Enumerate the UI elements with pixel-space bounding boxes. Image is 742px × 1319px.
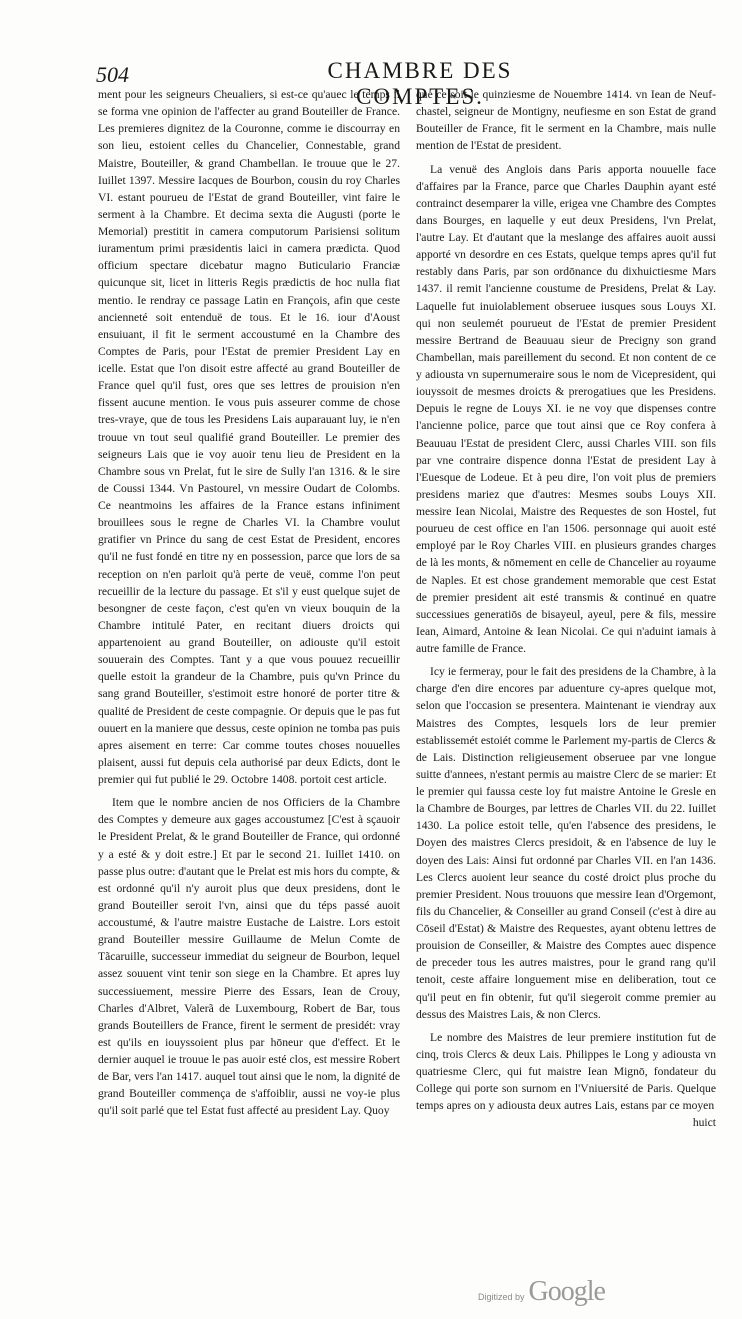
running-title: CHAMBRE DES COMPTES. xyxy=(327,58,513,109)
left-paragraph-2: Item que le nombre ancien de nos Officiers de la Chambre des Comptes y demeure aux gages accoustumez [C'est à sçauoir le President Prelat, & le grand Bouteiller de France, qui ordonné y a esté & y doit estre.] Et par le second 21. Iuillet 1410. on passe plus outre: d'autant que le Prelat est mis hors du compte, & est ordonné qu'il n'y auroit plus que deux presidens, dont le grand Bouteiller seroit l'vn, ainsi que du téps passé auoit accoustumé, & l'autre maistre Eustache de Laistre. Lors estoit grand Bouteiller messire Guillaume de Melun Comte de Tãcaruille, successeur immediat du seigneur de Bourbon, lequel assez souuent vint tenir son siege en la Chambre. Et apres luy successiuement, messire Pierre des Essars, Iean de Crouy, Charles d'Albret, Valerã de Luxembourg, Robert de Bar, tous grands Bouteillers de France, firent le serment de presidét: vray est qu'ils en iouyssoient plus par hōneur que d'effect. Et le dernier auquel ie trouue le pas auoir esté clos, est messire Robert de Bar, vers l'an 1417. auquel tout ainsi que le nom, la dignité de grand Bouteiller commença de s'affoiblir, aussi ne voy-ie plus qu'il soit parlé que tel Estat fust affecté au president Lay. Quoy xyxy=(98,796,400,1118)
watermark-prefix: Digitized by xyxy=(478,1292,525,1302)
right-paragraph-3: Icy ie fermeray, pour le fait des presidens de la Chambre, à la charge d'en dire encores par aduenture cy-apres quelque mot, selon que l'occasion se presentera. Maintenant ie viendray aux Maistres des Comptes, lesquels lors de leur premier establissemét estoiét comme le Parlement my-partis de Clercs & de Lais. Distinction religieusement obseruee par vne longue suitte d'annees, n'estant permis au maistre Clerc de se marier: Et le premier qui faussa ceste loy fut maistre Antoine le Gresle en la Chambre de Bourges, par lettres de Charles VII. du 22. Iuillet 1430. La police estoit telle, qu'en l'absence des presidens, le Doyen des maistres Clercs presidoit, & en l'absence de luy le doyen des Lais: Ainsi fut ordonné par Charles VII. en l'an 1436. Les Clercs auoient leur seance du costé droict plus proche du premier President. Nous trouuons que messire Iean d'Orgemont, fils du Chancelier, & Conseiller au grand Conseil (c'est à dire au Cōseil d'Estat) & Maistre des Requestes, ayant obtenu lettres de prouision de Conseiller, & Maistre des Comptes auec dispence de preceder tous les autres maistres, pour le grand rang qu'il tenoit, ceste affaire longuement mise en deliberation, tout ce qu'il peut en fin obtenir, fut qu'il siegeroit comme premier au dessus des Maistres Lais, & non Clercs. xyxy=(416,665,716,1021)
left-paragraph-1: ment pour les seigneurs Cheualiers, si est-ce qu'auec le temps il se forma vne opinion de l'affecter au grand Bouteiller de France. Les premieres dignitez de la Couronne, comme ie discourray en son lieu, estoient celles du Chancelier, Connestable, grand Maistre, Bouteiller, & grand Chambellan. Ie trouue que le 27. Iuillet 1397. Messire Iacques de Bourbon, cousin du roy Charles VI. estant pourueu de l'Estat de grand Bouteiller, vint faire le serment à la Chambre. Et decima sexta die Augusti (porte le Memorial) prestitit in camera computorum Parisiensi solitum iuramentum primi præsidentis laici in camera prædicta. Quod officium spectare dicebatur magno Buticulario Franciæ quicunque sit, licet in litteris Regis prædictis de hoc nulla fiat mentio. Ie rendray ce passage Latin en François, afin que ceste ancienneté soit entenduë de tous. Et le 16. iour d'Aoust ensuiuant, il fit le serment accoustumé en la Chambre des Comptes de Paris, pour l'Estat de premier President Lay en icelle. Estat que l'on disoit estre affecté au grand Bouteiller de France quel qu'il fust, ores que ses lettres de prouision n'en fissent aucune mention. Ie vous puis asseurer comme de chose tres-vraye, que de tous les Presidens Lais auparauant luy, ie n'en trouue vn tout seul qualifié grand Bouteiller. Le premier des seigneurs Lais que ie voy auoir tenu lieu de President en la Chambre sous vn Prelat, fut le sire de Sully l'an 1316. & le sire de Coussi 1344. Vn Pastourel, vn messire Oudart de Colombs. Ce neantmoins les affaires de la France estans infiniment brouillees sous le regne de Charles VI. la Chambre voulut gratifier vn Prince du sang de cest Estat de President, encores qu'il ne fust fondé en titre ny en possession, parce que lors de sa reception on n'en parloit qu'à perte de veuë, comme l'on peut recueillir de la lecture du passage. Et s'il y eust quelque sujet de besongner de ceste façon, c'est qu'en vn vieux bouquin de la Chambre intitulé Pater, en recitant diuers droicts qui appartenoient au grand Bouteiller, on adiouste qu'il estoit souuerain des Comptes. Tant y a que vous pouuez recueillir quelle estoit la grandeur de la Chambre, puis qu'vn Prince du sang grand Bouteiller, s'estimoit estre honoré de porter titre & qualité de President de ceste compagnie. Or depuis que le pas fut ouuert en la maniere que dessus, ceste opinion ne tomba pas puis apres aisement en terre: Car comme toutes choses nouuelles plaisent, aussi fut depuis cela authorisé par deux Edicts, dont le premier qui fut publié le 29. Octobre 1408. portoit cest article. xyxy=(98,88,400,786)
catchword: huict xyxy=(692,1116,716,1130)
right-paragraph-1: que ce soit le quinziesme de Nouembre 1414. vn Iean de Neuf-chastel, seigneur de Montigny, neufiesme en son Estat de grand Bouteiller de France, fit le serment en la Chambre, mais nulle mention de l'Estat de president. xyxy=(416,88,716,153)
right-paragraph-4: Le nombre des Maistres de leur premiere institution fut de cinq, trois Clercs & deux Lais. Philippes le Long y adiousta vn quatriesme Clerc, qui fut maistre Iean Mignō, fondateur du College qui porte son surnom en l'Vniuersité de Paris. Quelque temps apres on y adiousta deux autres Lais, estans par ce moyen xyxy=(416,1030,716,1113)
digitized-watermark xyxy=(478,1276,605,1308)
page-number: 504 xyxy=(96,62,129,87)
google-logo: Google xyxy=(528,1276,605,1307)
left-column xyxy=(98,86,400,1120)
right-paragraph-2: La venuë des Anglois dans Paris apporta nouuelle face d'affaires par la France, parce que Charles Dauphin ayant esté contrainct desemparer la ville, erigea vne Chambre des Comptes dans Bourges, en laquelle y eut deux Presidens, l'vn Prelat, l'autre Lay. Et d'autant que la meslange des affaires auoit aussi apporté vn desordre en ces Estats, quelque temps apres qu'il fut restably dans Paris, par son ordōnance du dixhuictiesme Mars 1437. il remit l'ancienne coustume de Presidens, Prelat & Lay. Laquelle fut inuiolablement obseruee iusques sous Louys XI. qui non seulemét pourueut de l'Estat de premier President messire Bertrand de Beauuau sieur de Precigny son grand Chambellan, mais pareillement du second. Et non content de ce y adiousta vn supernumeraire sous le nom de Vicepresident, qui iouyssoit de mesmes droicts & prerogatiues que les Presidens. Depuis le regne de Louys XI. ie ne voy que dispenses contre l'ancienne police, parce que tout ainsi que ce Roy confera à Beauuau l'Estat de president Clerc, aussi Charles VIII. son fils par vne contraire dispence donna l'Estat de president Lay à l'Euesque de Lodeue. Et à peu dire, l'on voit plus de premiers presidens mariez que d'autres: Mesmes soubs Louys XII. messire Iean Nicolai, Maistre des Requestes de son Hostel, fut pourueu de cest office en l'an 1506. personnage qui auoit esté employé par le Roy Charles VIII. en plusieurs grandes charges de là les monts, & nōmement en celle de Chancelier au royaume de Naples. Et est chose grandement memorable que cest Estat de premier president ait esté transmis & continué en quatre successiues generatiōs de bisayeul, ayeul, pere & fils, messire Iean, Aimard, Antoine & Iean Nicolai. Ce qui n'aduint iamais à autre famille de France. xyxy=(416,162,716,655)
right-column xyxy=(416,86,716,1132)
